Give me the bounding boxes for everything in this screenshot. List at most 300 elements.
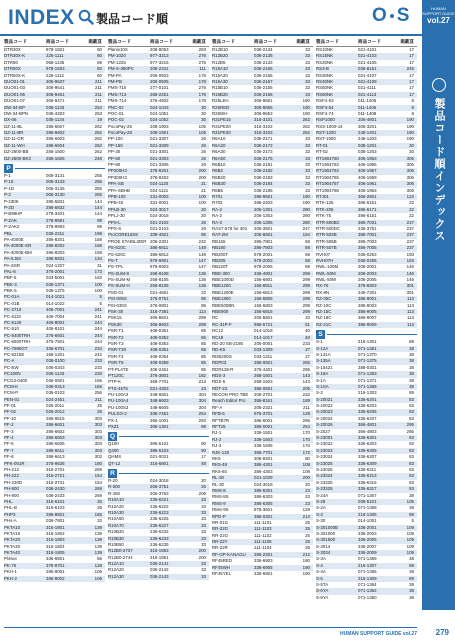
item-code: 286-1605	[46, 155, 65, 161]
item-code: 978-1503	[46, 66, 65, 72]
product-code: PP300H3	[108, 174, 127, 180]
item-code: 286-0601	[254, 360, 273, 366]
item-code: 386-9005	[358, 309, 377, 315]
product-code: S-1	[316, 339, 323, 345]
item-code: 036-1371	[46, 281, 65, 287]
page-ref: 89	[409, 339, 414, 345]
item-code: 014-1017	[254, 334, 273, 340]
item-code: 406-1953	[358, 155, 377, 161]
item-code: 348-6601	[150, 392, 169, 398]
item-code: 316-6801	[150, 460, 169, 466]
item-code: 206-2701	[254, 392, 273, 398]
index-subtitle: 製品コード順	[96, 12, 169, 26]
column-header-label: 商品コード	[358, 39, 381, 44]
page-ref: 237	[406, 238, 414, 244]
product-code: RSF4-54	[316, 104, 334, 110]
page-ref: 276	[198, 85, 206, 91]
item-code: 071-1365	[358, 383, 377, 389]
item-code: 036-2156	[254, 91, 273, 97]
product-code: RJ-1	[212, 430, 222, 436]
page-ref: 200	[302, 475, 310, 481]
search-icon	[78, 9, 94, 25]
product-code: PBK-5	[4, 288, 17, 294]
product-code: DTR30X	[4, 47, 21, 52]
page-ref: 198	[94, 230, 102, 236]
item-code: 386-7005	[358, 245, 377, 251]
item-code: 024-1120	[150, 181, 169, 187]
item-code: 206-2005	[358, 277, 377, 283]
page-ref: 33	[305, 47, 310, 52]
page-ref: 193	[406, 251, 414, 257]
item-code: 406-1963	[358, 187, 377, 193]
item-code: 386-6301	[254, 487, 273, 493]
page-ref: 90	[201, 447, 206, 453]
product-code: PocoPay-25	[108, 123, 132, 129]
product-code: QT-12	[108, 460, 121, 466]
page-ref: 262	[94, 142, 102, 148]
item-code: 021-4103	[358, 53, 377, 59]
product-code: PC-5110	[4, 313, 22, 319]
product-code: PP-30	[108, 149, 121, 155]
page-ref: 139	[94, 530, 102, 536]
page-ref: 20	[201, 478, 206, 483]
page-ref: 190	[302, 564, 310, 570]
page-ref: 83	[409, 454, 414, 460]
product-code: PA-4000E-SR	[4, 243, 32, 249]
item-code: 336-2009	[358, 550, 377, 556]
item-code: 071-1361	[358, 345, 377, 351]
item-code: 316-1801	[46, 524, 65, 530]
item-code: 286-8801	[46, 511, 65, 517]
section-letter: R	[108, 469, 117, 478]
item-code: 306-3201	[358, 123, 377, 129]
item-code: 408-0354	[150, 353, 169, 359]
page-ref: 182	[198, 372, 206, 378]
page-ref: 85	[201, 340, 206, 346]
page-ref: 306	[406, 155, 414, 161]
product-code: RF45WH	[212, 564, 231, 570]
product-code: RTR-507B	[316, 245, 337, 251]
index-row	[212, 571, 313, 577]
page-ref: 299	[302, 302, 310, 308]
page-ref: 299	[198, 315, 206, 321]
item-code: 208-2341	[150, 66, 169, 72]
product-code: PFK-001R	[4, 460, 25, 466]
item-code: 316-7391	[150, 309, 169, 315]
product-code: RMS-9	[212, 500, 226, 506]
product-code: R15A20	[212, 72, 228, 78]
page-ref: 26	[201, 155, 206, 161]
item-code: 036-2143	[150, 573, 169, 579]
item-code: 036-5101	[358, 498, 377, 504]
page-ref: 30	[409, 149, 414, 155]
product-code: R-300	[108, 484, 120, 490]
page-ref: 113	[407, 315, 414, 321]
item-code: 386-8161	[254, 398, 273, 404]
product-code: POC-01	[108, 110, 124, 116]
page-ref: 299	[302, 289, 310, 295]
product-code: PEN-01	[4, 396, 20, 402]
page-ref: 295	[302, 417, 310, 423]
section-rule	[15, 168, 105, 169]
page-footer	[0, 624, 455, 644]
product-code: PSR-T3	[108, 340, 124, 346]
product-code: RT1904753	[316, 162, 339, 168]
product-code: R31PE15	[212, 117, 231, 123]
item-code: 036-2184	[254, 181, 273, 187]
product-code: RR-22O	[212, 532, 229, 538]
product-code: RB220T	[212, 264, 229, 270]
item-code: 156-6815	[254, 309, 273, 315]
item-code: 366-4801	[358, 422, 377, 428]
product-code: S-4	[316, 562, 323, 568]
page-ref: 143	[302, 372, 310, 378]
page-ref: 23	[201, 385, 206, 391]
product-code: RST-1500	[316, 136, 336, 142]
page-ref: 96	[201, 232, 206, 238]
index-row	[108, 424, 209, 430]
page-ref: 58	[305, 257, 310, 263]
item-code: 336-6203	[358, 403, 377, 409]
product-code: RDP03	[212, 360, 227, 366]
product-code: DZ-2600-BB	[4, 149, 29, 155]
page-number: 279	[435, 628, 449, 637]
product-code: S-20024	[316, 415, 333, 421]
product-code: RA-2	[212, 206, 223, 212]
product-code: PMS-714	[108, 98, 127, 104]
page-ref: 58	[305, 245, 310, 251]
page-ref: 17	[409, 59, 414, 65]
page-ref: 122	[406, 193, 414, 199]
product-code: PU-100A4	[108, 398, 129, 404]
product-code: RT-02	[316, 149, 328, 155]
product-code: RX-76	[316, 283, 329, 289]
product-code: POC-02	[108, 117, 124, 123]
item-code: 286-5831	[46, 256, 65, 262]
page-ref: 60	[97, 66, 102, 72]
item-code: 336-6307	[358, 454, 377, 460]
page-ref: 139	[94, 550, 102, 556]
product-code: PPS-S	[108, 225, 122, 231]
page-ref: 89	[409, 390, 414, 396]
page-ref: 262	[94, 149, 102, 155]
product-code: RC18	[212, 334, 224, 340]
product-code: RVH07H	[316, 257, 334, 263]
product-code: S-4A	[316, 569, 326, 575]
item-code: 036-2182	[254, 168, 273, 174]
page-ref: 5	[99, 294, 102, 300]
page-ref: 173	[94, 268, 102, 274]
product-code: R10A50	[108, 516, 124, 522]
page-ref: 111	[199, 66, 206, 72]
page-ref: 178	[198, 78, 206, 84]
product-code: DZ-11-GR	[4, 136, 24, 142]
item-code: 377-0101	[150, 85, 169, 91]
item-code: 386-4301	[254, 462, 273, 468]
item-code: 036-2175	[254, 155, 273, 161]
item-code: 376-2001	[46, 268, 65, 274]
page-ref: 211	[95, 78, 102, 84]
item-code: 111-1102	[254, 532, 272, 538]
page-ref: 190	[302, 193, 310, 199]
product-code: S-301500	[316, 537, 336, 543]
product-code: S-6YA	[316, 588, 329, 594]
product-code: PSK15	[108, 315, 122, 321]
page-ref: 245	[406, 66, 414, 72]
product-code: QHMS	[108, 454, 122, 460]
page-ref: 33	[305, 59, 310, 65]
range-separator-dot	[390, 14, 394, 18]
item-code: 336-6205	[358, 409, 377, 415]
page-ref: 255	[302, 360, 310, 366]
product-code: RT1904757	[316, 181, 339, 187]
page-ref: 25	[97, 505, 102, 511]
product-code: PCM-K	[4, 383, 19, 389]
item-code: 348-6605	[150, 404, 169, 410]
product-code: PSK30	[108, 321, 122, 327]
item-code: 024-3018	[150, 213, 169, 219]
product-code: P-2	[4, 192, 11, 198]
page-ref: 17	[409, 85, 414, 91]
item-code: 386-7001	[358, 232, 377, 238]
product-code: PKTA30	[4, 543, 21, 549]
item-code: 386-0601	[254, 385, 273, 391]
product-code: R15B10	[212, 85, 228, 91]
product-code: R703	[212, 200, 223, 206]
product-code: PC-5500TRH	[4, 339, 31, 345]
index-row	[4, 156, 105, 162]
product-code: RS30NK	[316, 72, 334, 78]
product-code: S-23022	[316, 441, 333, 447]
page-ref: 178	[198, 72, 206, 78]
product-code: PC-5120	[4, 320, 22, 326]
product-code: S-15421	[316, 364, 333, 370]
item-code: 021-4113	[358, 91, 377, 97]
product-code: P-ZAK2	[4, 224, 20, 230]
page-ref: 113	[407, 302, 414, 308]
index-row	[108, 461, 209, 467]
item-code: 026-2012	[46, 409, 65, 415]
product-code: R10A30	[108, 509, 124, 515]
page-ref: 21	[201, 181, 206, 187]
product-code: PNC-02	[108, 104, 124, 110]
product-code: S-301000	[316, 530, 336, 536]
product-code: S-23024	[316, 454, 333, 460]
page-ref: 38	[409, 371, 414, 377]
item-code: 376-0751	[150, 296, 169, 302]
item-code: 036-8151	[358, 66, 377, 72]
item-code: 036-2183	[254, 174, 273, 180]
product-code: RBE1200	[212, 283, 231, 289]
page-ref: 5	[99, 300, 102, 306]
product-code: S-3A	[316, 556, 326, 562]
item-code: 206-3751	[150, 484, 169, 490]
page-ref: 17	[409, 47, 414, 52]
page-ref: 38	[409, 582, 414, 588]
item-code: 306-9637	[46, 78, 65, 84]
item-code: 058-1135	[46, 59, 65, 65]
page-ref: 106	[94, 569, 102, 575]
page-ref: 276	[198, 53, 206, 59]
item-code: 386-6001	[254, 417, 273, 423]
product-code: S-12A	[316, 345, 329, 351]
product-code: RJ-3	[212, 443, 222, 449]
product-code: R6A30	[212, 149, 226, 155]
item-code: 286-6602	[46, 428, 65, 434]
item-code: 006-3135	[46, 185, 65, 191]
page-ref: 306	[406, 162, 414, 168]
item-code: 978-2003	[254, 257, 273, 263]
item-code: 286-6604	[46, 142, 65, 148]
item-code: 216-1301	[358, 339, 377, 345]
product-code: RMS-9S	[212, 507, 229, 513]
product-code: ProCORE18X8	[108, 232, 138, 238]
item-code: 236-3751	[358, 225, 377, 231]
product-code: R25WH	[212, 110, 228, 116]
page-ref: 25	[97, 403, 102, 409]
item-code: 286-9601	[254, 193, 273, 199]
product-code: DZ-11-BL	[4, 123, 23, 129]
product-code: R-450	[108, 490, 120, 496]
item-code: 021-4303	[150, 385, 169, 391]
page-ref: 85	[201, 334, 206, 340]
page-ref: 211	[95, 91, 102, 97]
item-code: 306-1301	[150, 424, 169, 430]
page-ref: 38	[409, 364, 414, 370]
product-code: RSS-1000-14	[316, 123, 343, 129]
product-code: RR-22R	[212, 545, 228, 551]
page-ref: 113	[407, 321, 414, 327]
item-code: 156-6813	[254, 289, 273, 295]
product-code: PM-1020	[108, 53, 126, 59]
page-ref: 280	[302, 213, 310, 219]
product-code: PT-PLATE	[108, 366, 129, 372]
page-ref: 33	[201, 573, 206, 579]
page-ref: 19	[97, 117, 102, 123]
product-code: PH-222	[4, 473, 19, 479]
page-ref: 33	[305, 149, 310, 155]
product-code: PCG3-0400	[4, 377, 28, 383]
item-code: 316-2731	[46, 479, 65, 485]
item-code: 977-3215	[150, 59, 169, 65]
item-code: 316-3101	[254, 117, 273, 123]
product-code: PM-PB	[108, 78, 122, 84]
page-ref: 299	[302, 270, 310, 276]
product-code: Q100	[108, 441, 119, 447]
item-code: 386-6103	[150, 447, 169, 453]
product-code: PC-01B	[4, 300, 20, 306]
page-ref: 283	[198, 47, 206, 52]
product-code: RA-2	[212, 213, 223, 219]
product-code: S-20021	[316, 396, 333, 402]
column-header-label: 製品コード	[108, 39, 131, 44]
product-code: PF-2	[4, 422, 14, 428]
product-code: R701	[212, 193, 223, 199]
item-code: 036-0100	[46, 358, 65, 364]
product-code: PHP3	[4, 511, 16, 517]
page-ref: 109	[406, 530, 414, 536]
item-code: 231-0001	[150, 200, 169, 206]
product-code: DTR30X-K	[4, 53, 26, 59]
item-code: 376-6903	[358, 283, 377, 289]
page-ref: 237	[406, 225, 414, 231]
product-code: RS20NK	[316, 59, 334, 65]
product-code: PMS-710	[108, 85, 127, 91]
item-code: 286-6603	[46, 435, 65, 441]
item-code: 386-9001	[358, 296, 377, 302]
product-code: R10B20	[108, 529, 124, 535]
item-code: 024-3017	[150, 206, 169, 212]
item-code: 316-6103	[46, 505, 65, 511]
product-code: PA-4000E-BM	[4, 249, 32, 255]
product-code: PF-4	[4, 435, 14, 441]
product-code: PC100N	[4, 371, 21, 377]
product-code: PPB-40	[108, 200, 124, 206]
product-code: RS50NK	[316, 85, 334, 91]
range-letter-end: S	[396, 5, 410, 26]
item-code: 406-8101	[46, 326, 65, 332]
page-ref: 38	[409, 358, 414, 364]
page-ref: 276	[198, 59, 206, 65]
corner-guide-name: HUMAN SUPPORT GUIDE	[422, 6, 455, 16]
item-code: 978-6903	[150, 264, 169, 270]
product-code: RMS-8S	[212, 494, 229, 500]
page-ref: 90	[201, 441, 206, 447]
item-code: 378-9261	[150, 168, 169, 174]
page-ref: 280	[302, 206, 310, 212]
page-ref: 30	[201, 104, 206, 110]
page-ref: 99	[97, 217, 102, 223]
item-code: 014-1022	[46, 300, 65, 306]
item-code: 386-6151	[358, 213, 377, 219]
page-ref: 17	[409, 53, 414, 59]
item-code: 286-2301	[254, 551, 273, 557]
product-code: PH-212	[4, 467, 19, 472]
product-code: RWL-50W	[316, 277, 337, 283]
page-ref: 189	[302, 398, 310, 404]
item-code: 336-6201	[358, 396, 377, 402]
item-code: 216-1307	[358, 562, 377, 568]
page-ref: 17	[409, 72, 414, 78]
page-ref: 83	[409, 403, 414, 409]
item-code: 036-0313	[46, 383, 65, 389]
item-code: 268-8108	[150, 270, 169, 276]
page-ref: 38	[409, 588, 414, 594]
page-ref: 233	[94, 371, 102, 377]
item-code: 156-6801	[254, 277, 273, 283]
item-code: 036-2167	[254, 78, 273, 84]
item-code: 021-4109	[358, 78, 377, 84]
page-ref: 106	[94, 575, 102, 581]
product-code: S-16A	[316, 371, 329, 377]
page-ref: 33	[201, 516, 206, 522]
item-code: 021-4651	[150, 289, 169, 295]
page-ref: 17	[409, 78, 414, 84]
product-code: RS40NK	[316, 78, 334, 84]
product-code: RBE900	[212, 309, 229, 315]
page-ref: 158	[94, 243, 102, 249]
page-ref: 83	[409, 415, 414, 421]
item-code: 006-3131	[46, 173, 65, 179]
product-code: PA-SSR	[4, 262, 21, 268]
item-code: 366-2901	[358, 193, 377, 199]
product-code: R6A50	[212, 155, 226, 161]
page-ref: 148	[198, 251, 206, 257]
page-ref: 269	[94, 467, 102, 472]
product-code: PSR-T4	[108, 353, 124, 359]
item-code: 336-1505	[254, 443, 273, 449]
page-ref: 193	[406, 257, 414, 263]
